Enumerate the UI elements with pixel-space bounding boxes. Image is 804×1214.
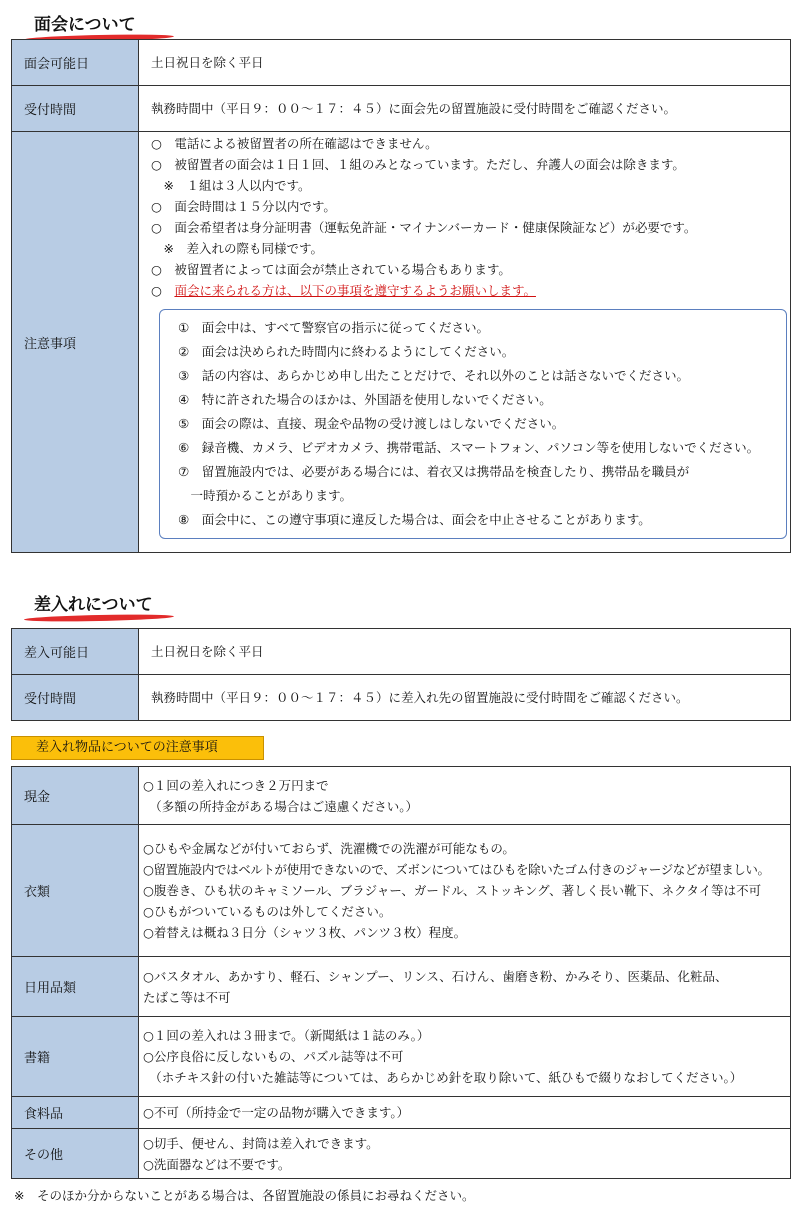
item-line: ○バスタオル、あかすり、軽石、シャンプー、リンス、石けん、歯磨き粉、かみそり、医薬品、化粧品、 bbox=[143, 968, 728, 984]
rule-item: ⑥ 録音機、カメラ、ビデオカメラ、携帯電話、スマートフォン、パソコン等を使用しないでください。 bbox=[178, 440, 760, 455]
item-line: ○留置施設内ではベルトが使用できないので、ズボンについてはひもを除いたゴム付きのジャージなどが望ましい。 bbox=[143, 862, 770, 877]
table-row bbox=[12, 957, 791, 1017]
item-cell bbox=[139, 1129, 791, 1179]
table-row bbox=[12, 1017, 791, 1097]
item-label: 食料品 bbox=[12, 1097, 139, 1129]
note-item: ※ 差入れの際も同様です。 bbox=[151, 241, 323, 256]
meeting-days-label: 面会可能日 bbox=[12, 40, 139, 86]
table-row bbox=[12, 40, 791, 86]
meeting-hours-value: 執務時間中（平日９：００～１７：４５）に面会先の留置施設に受付時間をご確認ください。 bbox=[139, 86, 791, 132]
rule-item: 一時預かることがあります。 bbox=[178, 488, 353, 503]
item-line: （多額の所持金がある場合はご遠慮ください。） bbox=[143, 798, 419, 814]
footer-note: ※ そのほか分からないことがある場合は、各留置施設の係員にお尋ねください。 bbox=[14, 1188, 475, 1203]
table-row bbox=[12, 629, 791, 675]
delivery-table bbox=[11, 628, 791, 721]
item-label: 書籍 bbox=[12, 1017, 139, 1097]
item-label: 現金 bbox=[12, 767, 139, 825]
item-cell bbox=[139, 1017, 791, 1097]
meeting-notes-cell bbox=[139, 132, 791, 553]
item-line: ○公序良俗に反しないもの、パズル誌等は不可 bbox=[143, 1049, 404, 1064]
item-line: たばこ等は不可 bbox=[143, 989, 231, 1005]
note-mark: ○ bbox=[151, 283, 162, 298]
item-line: ○切手、便せん、封筒は差入れできます。 bbox=[143, 1135, 379, 1151]
items-heading-badge: 差入れ物品についての注意事項 bbox=[11, 736, 264, 760]
item-cell bbox=[139, 767, 791, 825]
meeting-days-value: 土日祝日を除く平日 bbox=[139, 40, 791, 86]
item-line: ○着替えは概ね３日分（シャツ３枚、パンツ３枚）程度。 bbox=[143, 925, 467, 940]
delivery-hours-value: 執務時間中（平日９：００～１７：４５）に差入れ先の留置施設に受付時間をご確認ください。 bbox=[139, 675, 791, 721]
delivery-days-value: 土日祝日を除く平日 bbox=[139, 629, 791, 675]
delivery-days-label: 差入可能日 bbox=[12, 629, 139, 675]
delivery-section-title bbox=[34, 590, 153, 615]
item-cell bbox=[139, 1097, 791, 1129]
rule-item: ④ 特に許された場合のほかは、外国語を使用しないでください。 bbox=[178, 392, 552, 407]
item-cell bbox=[139, 957, 791, 1017]
note-item: ○ 被留置者の面会は１日１回、１組のみとなっています。ただし、弁護人の面会は除きます。 bbox=[151, 157, 685, 172]
note-item: ○ 面会希望者は身分証明書（運転免許証・マイナンバーカード・健康保険証など）が必要です。 bbox=[151, 220, 697, 235]
delivery-title-text: 差入れについて bbox=[34, 595, 153, 615]
meeting-title-text: 面会について bbox=[34, 15, 136, 35]
item-line: ○不可（所持金で一定の品物が購入できます。） bbox=[143, 1105, 410, 1120]
meeting-notes-label: 注意事項 bbox=[12, 132, 139, 553]
rule-item: ⑦ 留置施設内では、必要がある場合には、着衣又は携帯品を検査したり、携帯品を職員が bbox=[178, 464, 690, 479]
rule-item: ③ 話の内容は、あらかじめ申し出たことだけで、それ以外のことは話さないでください。 bbox=[178, 368, 689, 383]
item-label: 衣類 bbox=[12, 825, 139, 957]
table-row bbox=[12, 1097, 791, 1129]
meeting-table bbox=[11, 39, 791, 553]
item-line: ○洗面器などは不要です。 bbox=[143, 1156, 291, 1172]
note-item: ○ 被留置者によっては面会が禁止されている場合もあります。 bbox=[151, 262, 511, 277]
item-line: （ホチキス針の付いた雑誌等については、あらかじめ針を取り除いて、紙ひもで綴りなおしてください。） bbox=[143, 1070, 743, 1085]
rule-item: ② 面会は決められた時間内に終わるようにしてください。 bbox=[178, 344, 515, 359]
rule-item: ⑤ 面会の際は、直接、現金や品物の受け渡しはしないでください。 bbox=[178, 416, 565, 431]
rule-item: ① 面会中は、すべて警察官の指示に従ってください。 bbox=[178, 320, 489, 335]
table-row bbox=[12, 675, 791, 721]
meeting-section-title bbox=[34, 10, 136, 35]
delivery-hours-label: 受付時間 bbox=[12, 675, 139, 721]
rules-box bbox=[159, 309, 787, 539]
item-cell bbox=[139, 825, 791, 957]
note-item: ※ １組は３人以内です。 bbox=[151, 178, 311, 193]
meeting-hours-label: 受付時間 bbox=[12, 86, 139, 132]
rule-item: ⑧ 面会中に、この遵守事項に違反した場合は、面会を中止させることがあります。 bbox=[178, 512, 651, 527]
table-row bbox=[12, 86, 791, 132]
note-item: ○ 電話による被留置者の所在確認はできません。 bbox=[151, 136, 438, 151]
note-item-highlight bbox=[151, 280, 790, 301]
item-line: ○腹巻き、ひも状のキャミソール、ブラジャー、ガードル、ストッキング、著しく長い靴下、ネクタイ等は不可 bbox=[143, 883, 762, 898]
table-row bbox=[12, 1129, 791, 1179]
table-row bbox=[12, 825, 791, 957]
item-line: ○１回の差入れにつき２万円まで bbox=[143, 777, 329, 793]
note-item: ○ 面会時間は１５分以内です。 bbox=[151, 199, 336, 214]
item-label: 日用品類 bbox=[12, 957, 139, 1017]
highlight-text: 面会に来られる方は、以下の事項を遵守するようお願いします。 bbox=[174, 283, 536, 298]
item-line: ○１回の差入れは３冊まで。（新聞紙は１誌のみ。） bbox=[143, 1028, 430, 1043]
table-row bbox=[12, 767, 791, 825]
item-line: ○ひもがついているものは外してください。 bbox=[143, 904, 392, 919]
items-table bbox=[11, 766, 791, 1179]
item-label: その他 bbox=[12, 1129, 139, 1179]
item-line: ○ひもや金属などが付いておらず、洗濯機での洗濯が可能なもの。 bbox=[143, 841, 515, 856]
table-row bbox=[12, 132, 791, 553]
